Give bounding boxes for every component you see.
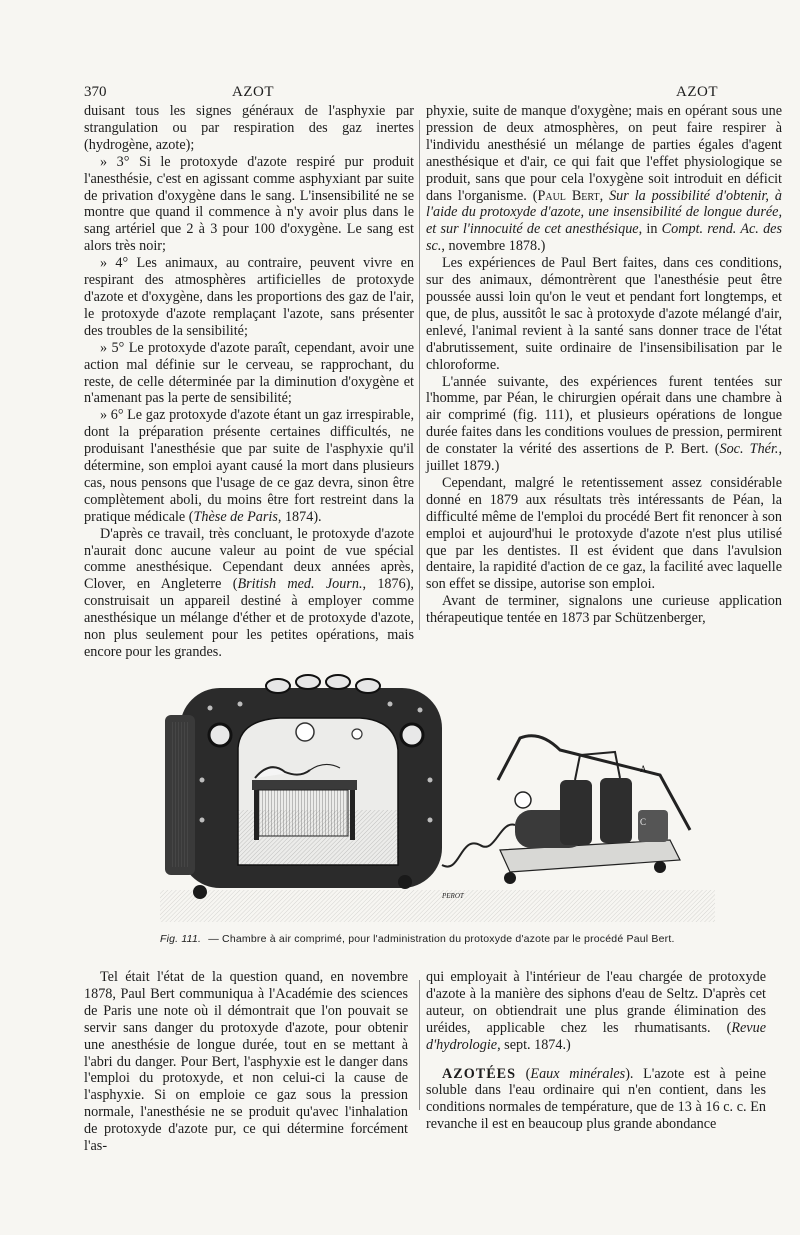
figure-number: Fig. 111. (160, 933, 202, 945)
label-a: A (640, 764, 647, 774)
column-right-bottom (426, 969, 766, 1133)
paragraph: » 5° Le protoxyde d'azote paraît, cependant, avoir une action mal définie sur le cerveau, se rapprochant, du reste, de celle déterminée par la diminution d'oxygène et n'amenant pas la perte de sensibilité; (84, 339, 414, 407)
column-rule-top (419, 120, 420, 630)
paragraph: Les expériences de Paul Bert faites, dans ces conditions, sur des animaux, démontrèrent que l'anesthésie peut être poussée aussi loin qu'on le veut et pendant fort longtemps, et que, de plus, aussitôt le sac à protoxyde d'azote mélangé d'air, enlevé, l'animal revient à la santé sans donner trace de l'état d'abrutissement, suite ordinaire de l'insensibilisation par le chloroforme. (426, 255, 782, 373)
dictionary-entry: AZOTÉES (Eaux minérales). L'azote est à peine soluble dans l'eau ordinaire qui n'en contient, dans les conditions normales de température, que de 13 à 16 c. c. En revanche il est en beaucoup plus grande abondance (426, 1065, 767, 1133)
paragraph: D'après ce travail, très concluant, le protoxyde d'azote n'aurait donc aucune valeur au point de vue spécial comme anesthésique. Cependant deux années après, Clover, en Angleterre (British med. Journ., 1876), construisait un appareil destiné à employer comme anesthésique un mélange d'éther et de protoxyde d'azote, non plus seulement pour les petites opérations, mais encore pour les grandes. (84, 525, 414, 660)
window-right (401, 724, 423, 746)
column-right-top (426, 103, 782, 627)
paragraph: qui employait à l'intérieur de l'eau chargée de protoxyde d'azote à la manière des siphons d'eau de Seltz. D'après cet auteur, on obtiendrait une plus grande élimination des uréides, applicable chez les rhumatisants. (Revue d'hydrologie, sept. 1874.) (426, 969, 766, 1053)
interior-gauge (352, 729, 362, 739)
interior-dial (296, 723, 314, 741)
paragraph: Tel était l'état de la question quand, en novembre 1878, Paul Bert communiqua à l'Académie des sciences de Paris une note où il démontrait que l'on pouvait se servir sans danger du protoxyde d'azote, pour obtenir une anesthésie de longue durée, tout en se mettant à l'abri du danger. Pour Bert, l'asphyxie est le danger dans l'emploi du protoxyde, et non celui-ci la cause de l'asphyxie. Si on emploie ce gaz sous la pression normale, l'anesthésie ne se produit qu'avec l'inhalation de protoxyde d'azote pur, ce qui détermine forcément l'as- (84, 969, 408, 1155)
citation-title: Compt. rend. Ac. des sc. (426, 221, 782, 255)
column-rule-bottom (419, 980, 420, 1110)
citation-title: Sur la possibilité d'obtenir, à l'aide du protoxyde d'azote, une insensibilité de longue durée, et sur l'innocuité de cet anesthésique (426, 187, 782, 238)
entry-subject: Eaux minérales (530, 1065, 626, 1082)
paragraph: Avant de terminer, signalons une curieuse application thérapeutique tentée en 1873 par Schützenberger, (426, 593, 782, 627)
label-c: C (640, 817, 647, 827)
paragraph: phyxie, suite de manque d'oxygène; mais en opérant sous une pression de deux atmosphères, on peut faire respirer à l'individu anesthésié un mélange de parties égales d'agent anesthésique et d'air, ce qui fait que l'effet physiologique se produit, sans que pour cela l'oxygène soit introduit en déficit dans l'organisme. (Paul Bert, Sur la possibilité d'obtenir, à l'aide du protoxyde d'azote, une insensibilité de longue durée, et sur l'innocuité de cet anesthésique, in Compt. rend. Ac. des sc., novembre 1878.) (426, 103, 782, 255)
window-left (209, 724, 231, 746)
paragraph: » 3° Si le protoxyde d'azote respiré pur produit l'anesthésie, c'est en agissant comme asphyxiant par suite de privation d'oxygène dans le sang. L'insensibilité ne se montre que quand il commence à n'y avoir plus dans le sang artériel que 2 à 3 pour 100 d'oxygène. Le sang est alors très noir; (84, 153, 414, 255)
paragraph: » 4° Les animaux, au contraire, peuvent vivre en respirant des atmosphères artificielles de protoxyde d'azote et d'oxygène, dans les proportions des gaz de l'air, le protoxyde d'azote remplaçant l'azote, sans présenter des troubles de la sensibilité; (84, 255, 414, 339)
figure-engraving (160, 660, 715, 922)
figure-caption (160, 933, 700, 945)
paragraph: duisant tous les signes généraux de l'asphyxie par strangulation ou par respiration des gaz inertes (hydrogène, azote); (84, 103, 414, 153)
paragraph: L'année suivante, des expériences furent tentées sur l'homme, par Péan, le chirurgien opérait dans une chambre à air comprimé (fig. 111), et plusieurs opérations de longue durée faites dans les conditions voulues de pression, permirent de constater la vérité des assertions de P. Bert. (Soc. Thér., juillet 1879.) (426, 373, 783, 475)
pump-cylinder-right (600, 778, 632, 843)
entry-headword: AZOTÉES (442, 1065, 517, 1082)
reservoir-gauge (515, 792, 531, 808)
column-left-bottom (84, 969, 408, 1155)
floor-shadow (160, 890, 715, 922)
operating-table-base (258, 790, 348, 836)
citation-title: Revue d'hydrologie (426, 1019, 766, 1053)
operating-table-top (252, 780, 357, 790)
paragraph: Cependant, malgré le retentissement assez considérable donné en 1879 aux résultats très intéressants de Péan, la difficulté même de l'emploi du procédé Bert fit renoncer à son emploi et aujourd'hui le protoxyde d'azote n'est plus utilisé que par les dentistes. Il est évident que dans l'avulsion dentaire, la rapidité d'action de ce gaz, la facilité avec laquelle son effet se dissipe, autorise son emploi. (426, 474, 782, 593)
engraver-signature: PEROT (442, 892, 464, 900)
running-head-left: AZOT (232, 84, 274, 100)
paragraph: » 6° Le gaz protoxyde d'azote étant un gaz irrespirable, dont la préparation présente certaines difficultés, ne produisant l'anesthésie que par suite de l'asphyxie qu'il détermine, son emploi ayant causé la mort dans plusieurs cas, nous pensons que l'usage de ce gaz devra, sinon être complètement aboli, du moins être fort restreint dans la pratique médicale (Thèse de Paris, 1874). (84, 407, 414, 525)
citation-title: Thèse de Paris (193, 508, 278, 525)
column-left-top (84, 103, 414, 661)
pump-cylinder-left (560, 780, 592, 845)
door-bars (170, 722, 188, 867)
citation-title: Soc. Thér. (719, 441, 779, 458)
author-name: Paul Bert (537, 187, 600, 204)
figure-caption-text: — Chambre à air comprimé, pour l'administration du protoxyde d'azote par le procédé Paul Bert. (208, 933, 675, 945)
page-number: 370 (84, 84, 107, 100)
citation-title: British med. Journ. (237, 576, 363, 593)
running-head-right: AZOT (676, 84, 718, 100)
